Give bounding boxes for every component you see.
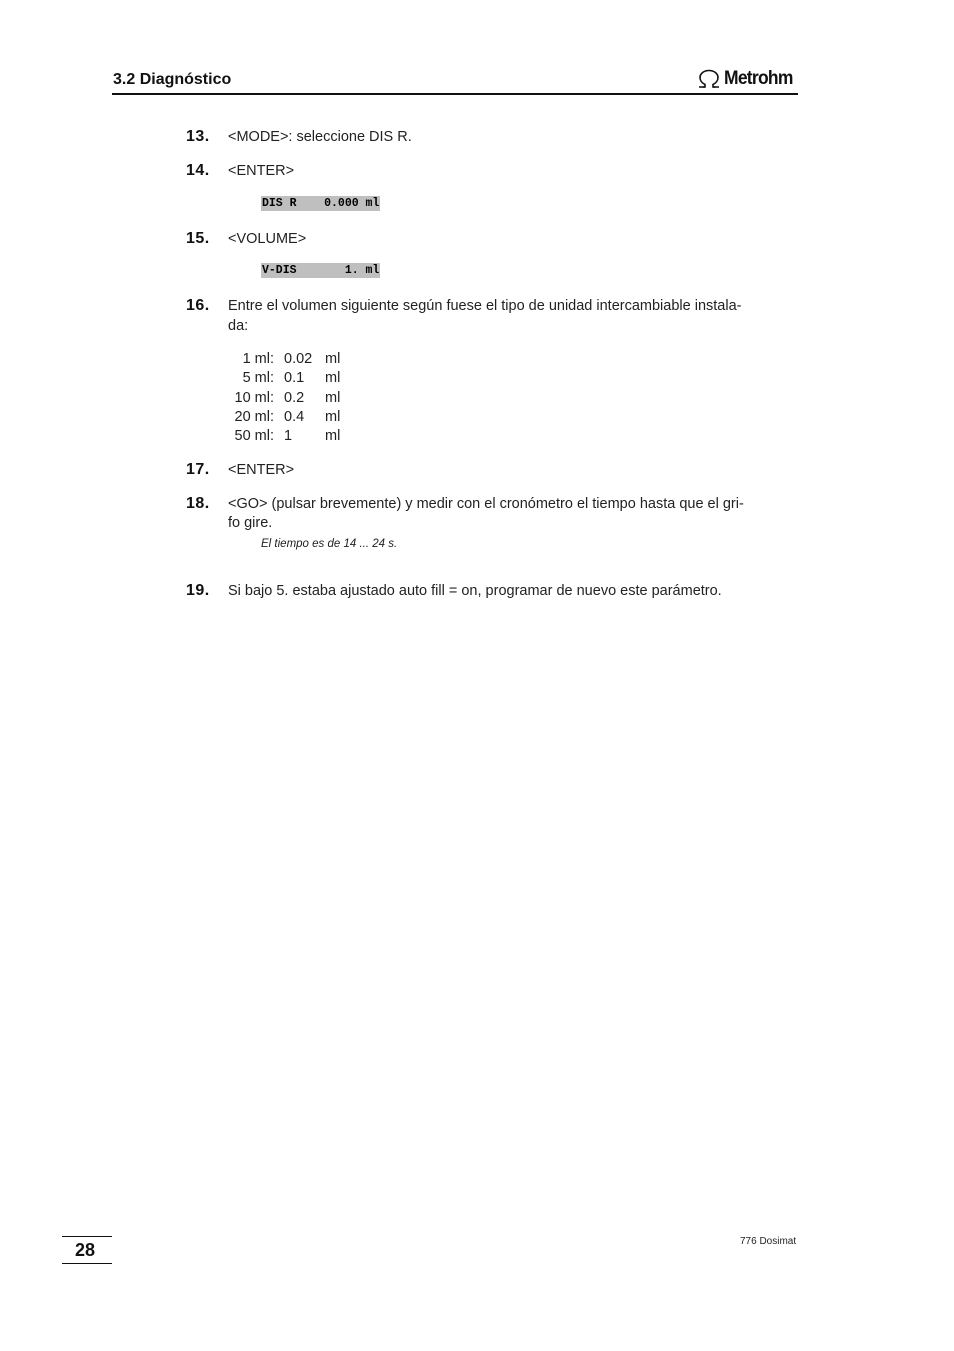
lcd-display: DIS R 0.000 ml bbox=[262, 197, 380, 210]
value-cell: 0.02 bbox=[284, 351, 313, 367]
step-text: <VOLUME> bbox=[228, 231, 307, 247]
step-note: El tiempo es de 14 ... 24 s. bbox=[261, 538, 398, 550]
unit-cell: 5 ml: bbox=[242, 370, 274, 387]
step-number: 16. bbox=[186, 297, 210, 314]
step-number: 14. bbox=[186, 162, 210, 179]
step-text: <GO> (pulsar brevemente) y medir con el cronómetro el tiempo hasta que el gri- bbox=[228, 496, 744, 512]
unit-cell: 50 ml: bbox=[234, 428, 274, 445]
table-row bbox=[228, 408, 340, 427]
step-text: <MODE>: seleccione DIS R. bbox=[228, 129, 412, 145]
value-cell: 0.1 bbox=[284, 370, 305, 387]
header-rule bbox=[112, 93, 798, 95]
suffix-cell: ml bbox=[325, 351, 341, 367]
suffix-cell: ml bbox=[325, 408, 341, 425]
omega-icon bbox=[697, 69, 721, 89]
unit-cell: 10 ml: bbox=[234, 389, 274, 406]
step-number: 18. bbox=[186, 495, 210, 512]
value-cell: 1 bbox=[284, 428, 293, 445]
suffix-cell: ml bbox=[325, 428, 341, 445]
unit-cell: 1 ml: bbox=[242, 351, 274, 367]
footer-rule bbox=[62, 1263, 112, 1264]
footer-rule bbox=[62, 1236, 112, 1237]
step-text: <ENTER> bbox=[228, 163, 295, 179]
step-text: <ENTER> bbox=[228, 462, 295, 478]
value-cell: 0.2 bbox=[284, 389, 305, 406]
table-row bbox=[228, 350, 340, 369]
volume-table bbox=[228, 350, 340, 446]
table-row bbox=[228, 389, 340, 408]
step-number: 13. bbox=[186, 128, 210, 145]
suffix-cell: ml bbox=[325, 370, 341, 387]
brand-name: Metrohm bbox=[724, 68, 793, 89]
value-cell: 0.4 bbox=[284, 408, 305, 425]
step-text: Entre el volumen siguiente según fuese el tipo de unidad intercambiable instala- bbox=[228, 298, 742, 314]
lcd-display: V-DIS 1. ml bbox=[262, 264, 380, 277]
step-text: Si bajo 5. estaba ajustado auto fill = on, programar de nuevo este parámetro. bbox=[228, 583, 722, 599]
step-number: 17. bbox=[186, 461, 210, 478]
suffix-cell: ml bbox=[325, 389, 341, 406]
step-text: fo gire. bbox=[228, 515, 273, 531]
table-row bbox=[228, 369, 340, 388]
step-text: da: bbox=[228, 318, 249, 334]
page-number: 28 bbox=[75, 1240, 96, 1260]
brand-logo bbox=[697, 67, 799, 91]
step-number: 15. bbox=[186, 230, 210, 247]
product-name: 776 Dosimat bbox=[740, 1236, 797, 1247]
unit-cell: 20 ml: bbox=[234, 408, 274, 425]
step-number: 19. bbox=[186, 582, 210, 599]
section-title: 3.2 Diagnóstico bbox=[113, 71, 232, 88]
table-row bbox=[228, 427, 340, 446]
